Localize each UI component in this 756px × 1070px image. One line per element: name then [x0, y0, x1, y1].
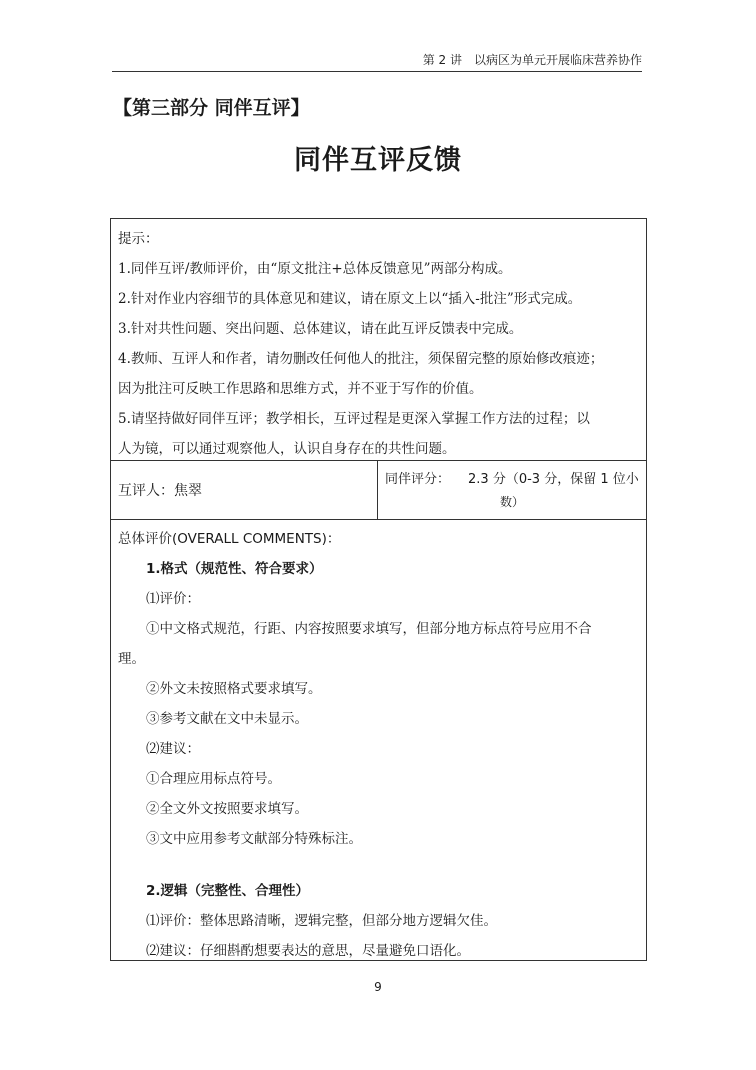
- section-label: 【第三部分 同伴互评】: [113, 97, 310, 119]
- tips-line: 2.针对作业内容细节的具体意见和建议，请在原文上以“插入-批注”形式完成。: [118, 291, 582, 307]
- logic-suggestion: ⑵建议：仔细斟酌想要表达的意思，尽量避免口语化。: [146, 943, 470, 959]
- tips-heading: 提示：: [118, 231, 159, 247]
- tips-row: [111, 219, 646, 461]
- header-rule: [112, 71, 642, 72]
- format-suggestion-item: ①合理应用标点符号。: [146, 771, 281, 787]
- score-unit-note: 分（0-3 分，保留 1 位小: [492, 472, 639, 487]
- feedback-form-table: [110, 218, 647, 961]
- tips-line: 因为批注可反映工作思路和思维方式，并不亚于写作的价值。: [118, 381, 483, 397]
- comments-heading: 总体评价(OVERALL COMMENTS)：: [118, 531, 341, 547]
- page-title: 同伴互评反馈: [294, 145, 462, 176]
- format-heading: 1.格式（规范性、符合要求）: [146, 561, 323, 577]
- reviewer-row: [111, 460, 646, 520]
- tips-line: 3.针对共性问题、突出问题、总体建议，请在此互评反馈表中完成。: [118, 321, 523, 337]
- format-suggestion-label: ⑵建议：: [146, 741, 200, 757]
- logic-heading: 2.逻辑（完整性、合理性）: [146, 883, 310, 899]
- tips-cell: [111, 219, 646, 464]
- format-suggestion-item: ②全文外文按照要求填写。: [146, 801, 308, 817]
- format-evaluation-item: ②外文未按照格式要求填写。: [146, 681, 322, 697]
- running-head: 第 2 讲 以病区为单元开展临床营养协作: [422, 53, 642, 67]
- score-cell: [378, 460, 646, 519]
- page-number: 9: [374, 980, 382, 994]
- tips-line: 人为镜，可以通过观察他人，认识自身存在的共性问题。: [118, 441, 456, 457]
- comments-cell: [111, 519, 646, 966]
- reviewer-cell: [111, 460, 378, 519]
- logic-evaluation: ⑴评价：整体思路清晰，逻辑完整，但部分地方逻辑欠佳。: [146, 913, 497, 929]
- format-evaluation-item: 理。: [118, 651, 145, 667]
- reviewer-name: 互评人：焦翠: [118, 483, 202, 499]
- tips-line: 1.同伴互评/教师评价，由“原文批注+总体反馈意见”两部分构成。: [118, 261, 512, 277]
- format-evaluation-item: ③参考文献在文中未显示。: [146, 711, 308, 727]
- format-suggestion-item: ③文中应用参考文献部分特殊标注。: [146, 831, 362, 847]
- format-evaluation-item: ①中文格式规范，行距、内容按照要求填写，但部分地方标点符号应用不合: [146, 621, 592, 637]
- score-value: 2.3: [468, 472, 489, 487]
- tips-line: 4.教师、互评人和作者，请勿删改任何他人的批注，须保留完整的原始修改痕迹；: [118, 351, 604, 367]
- score-line: [385, 468, 639, 487]
- format-evaluation-label: ⑴评价：: [146, 591, 200, 607]
- score-unit-note-continued: 数）: [500, 495, 525, 509]
- section-spacer: [118, 854, 639, 876]
- score-label: 同伴评分：: [385, 472, 451, 487]
- tips-line: 5.请坚持做好同伴互评；教学相长，互评过程是更深入掌握工作方法的过程；以: [118, 411, 590, 427]
- comments-row: [111, 519, 646, 960]
